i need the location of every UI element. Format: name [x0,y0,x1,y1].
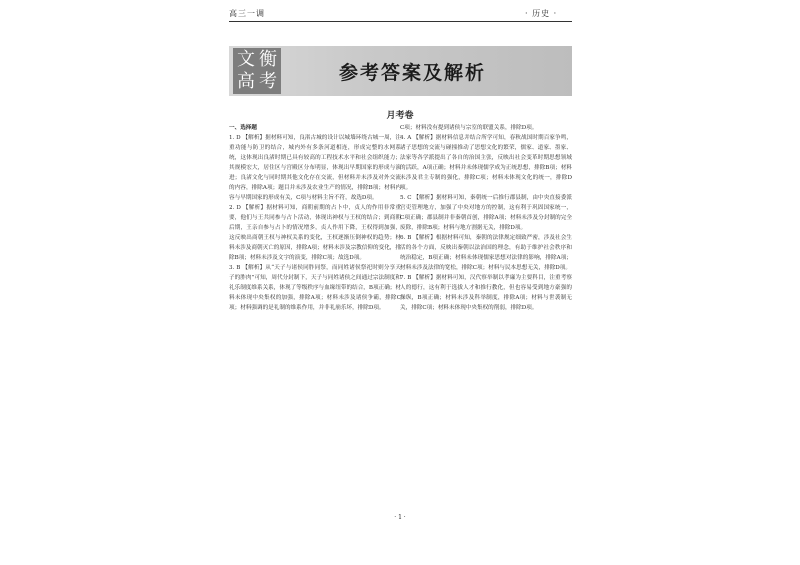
left-column [229,123,401,518]
page-number: · 1 · [394,514,406,521]
answer-paragraph: 7. B 【解析】据材料可知，汉代察举制以孝廉为主要科目，注重考察人的德行，这有利于选拔人才和推行教化，但也容易受到地方豪强的操纵，B项正确；材料未涉及科举制度，排除A项；材料与世袭制无关，排除C项；材料未体现中央集权的削弱，排除D项。 [400,275,572,311]
answer-paragraph: 5. C 【解析】据材料可知，秦朝统一后推行郡县制，由中央直接委派官吏管理地方，加强了中央对地方的控制，这有利于巩固国家统一，C项正确；郡县制并非秦朝首创，排除A项；材料未涉及分封制的完全废除，排除B项；材料与地方割据无关，排除D项。 [400,195,572,231]
answer-paragraph: 一、选择题 [229,125,257,131]
answer-paragraph: C项；材料没有提到诸侯与宗室的联盟关系，排除D项。 [400,125,538,131]
answer-paragraph: 2. D 【解析】据材料可知，商朝前期的占卜中，贞人的作用非常重要，他们与王共同参与占卜活动，体现出神权与王权的结合；到商朝后期，王亲自参与占卜的情况增多，贞人作用下降，王权得到加强，这反映出商朝王权与神权关系的变化，王权逐渐压倒神权的趋势；材料未涉及商朝灭亡的原因，排除A项；材料未涉及宗教信仰的变化，排除B项；材料未涉及文字的演变，排除C项；故选D项。 [229,205,401,261]
answer-paragraph: 4. A 【解析】据材料信息并结合所学可知，春秋战国时期百家争鸣，诸子思想的交流与碰撞推动了思想文化的繁荣，儒家、道家、墨家、法家等各学派提出了各自的治国主张，反映出社会变革时期思想领域的活跃，A项正确；材料并未体现儒学成为正统思想，排除B项；材料未涉及君主专制的强化，排除C项；材料未体现文化的统一，排除D项。 [400,135,572,191]
right-column [400,123,572,518]
answer-paragraph: 6. B 【解析】根据材料可知，秦朝的法律规定细致严密，涉及社会生活的各个方面，反映出秦朝以法治国的理念，有助于维护社会秩序和统治稳定，B项正确；材料未体现儒家思想对法律的影响，排除A项；材料未涉及法律的宽松，排除C项；材料与民本思想无关，排除D项。 [400,235,572,271]
header-rule [229,21,572,22]
header-right: · 历史 · [525,9,558,18]
answer-paragraph: 3. B 【解析】从“天子与诸侯同胙同祭，而同姓诸侯祭祀时则分享天子的胙肉”可知，周代分封制下，天子与同姓诸侯之间通过宗法制度和礼乐制度维系关系，体现了等级秩序与血缘纽带的结合，B项正确；材料未体现中央集权的加强，排除A项；材料未涉及诸侯争霸，排除C项；材料强调的是礼制的维系作用，并非礼崩乐坏，排除D项。 [229,265,401,311]
banner-title: 参考答案及解析 [339,62,487,84]
exam-title: 月考卷 [386,111,414,121]
title-banner [229,46,572,96]
header-left: 高三一调 [229,9,265,18]
answer-paragraph: 1. D 【解析】据材料可知，良渚古城的设计以城墙环绕古城一周，注重功能与防卫的结合，城内外有多条河道相连，形成完整的水网系统，这体现出良渚时期已具有较高的工程技术水平和社会组织能力；其规模宏大，居住区与宫殿区分布明显，体现出早期国家的形成与演进；良渚文化与同时期其他文化存在交流，但材料并未涉及对外交流的内容，排除A项；题目并未涉及农业生产的情况，排除B项；材料内容与早期国家的形成有关，C项与材料主旨不符，故选D项。 [229,135,401,201]
decorative-seal-logo: 文 衡 高 考 [233,48,281,94]
